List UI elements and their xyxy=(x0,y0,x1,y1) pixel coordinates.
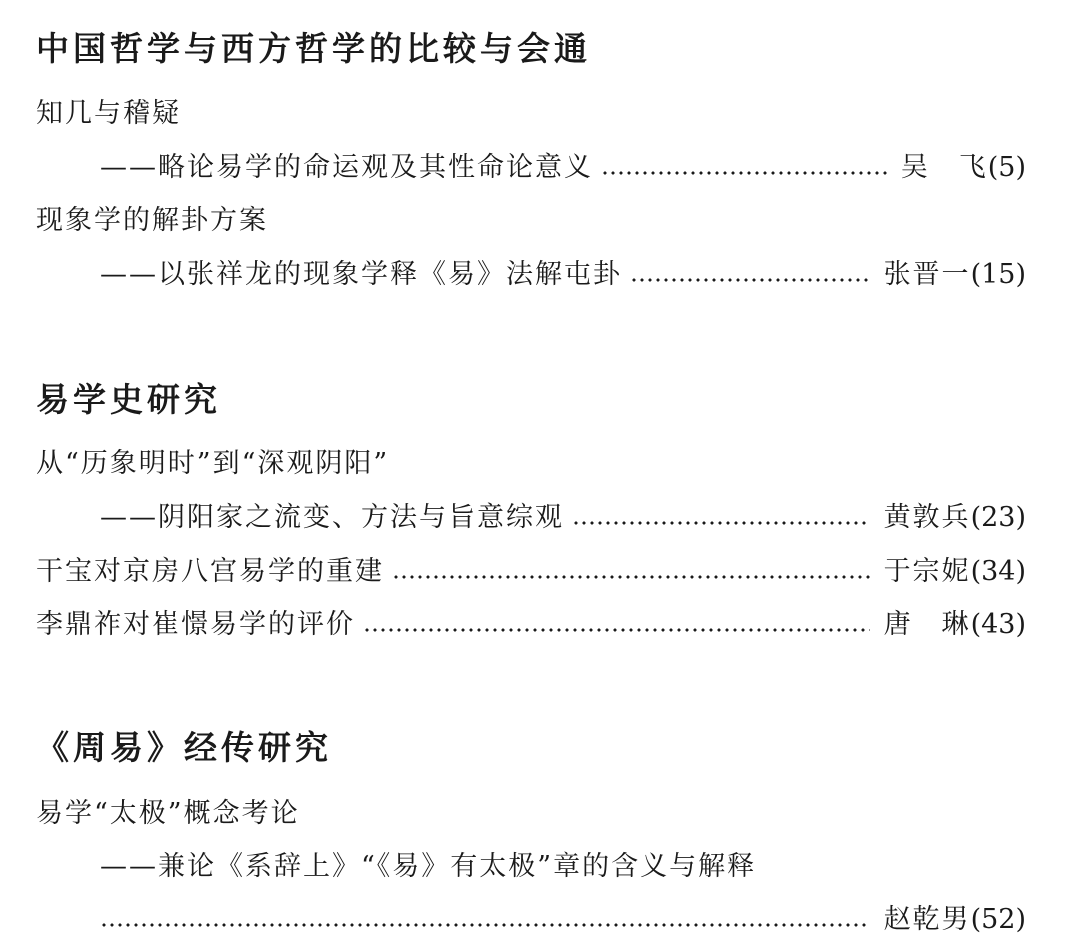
entry-author: 唐 琳 xyxy=(883,609,971,640)
entry-page-number: (34) xyxy=(970,556,1026,587)
entry-page-number: (15) xyxy=(970,259,1026,290)
section-title: 中国哲学与西方哲学的比较与会通 xyxy=(36,29,591,68)
dot-leader xyxy=(572,521,870,525)
dot-leader xyxy=(392,575,870,579)
entry-title: 李鼎祚对崔憬易学的评价 xyxy=(36,609,355,640)
dot-leader xyxy=(630,278,870,282)
section-title: 《周易》经传研究 xyxy=(36,728,332,767)
toc-entry-line[interactable] xyxy=(36,555,1026,589)
entry-title: 干宝对京房八宫易学的重建 xyxy=(36,556,384,587)
entry-page-number: (5) xyxy=(987,152,1026,183)
toc-entry-line[interactable] xyxy=(36,608,1026,642)
entry-author: 于宗妮 xyxy=(883,556,971,587)
entry-subtitle: ——略论易学的命运观及其性命论意义 xyxy=(100,152,593,183)
entry-page-number: (43) xyxy=(970,609,1026,640)
dot-leader xyxy=(363,628,870,632)
toc-entry-subtitle-line xyxy=(100,850,1026,884)
entry-page-number: (52) xyxy=(970,904,1026,935)
dot-leader xyxy=(601,171,887,175)
toc-entry-title xyxy=(36,797,1026,831)
dot-leader xyxy=(100,923,870,927)
toc-entry-title xyxy=(36,97,1026,131)
section-title: 易学史研究 xyxy=(36,380,221,419)
entry-title: 现象学的解卦方案 xyxy=(36,205,268,236)
entry-author: 赵乾男 xyxy=(883,904,971,935)
entry-subtitle: ——以张祥龙的现象学释《易》法解屯卦 xyxy=(100,259,622,290)
toc-entry-line[interactable] xyxy=(100,501,1026,535)
entry-title: 易学“太极”概念考论 xyxy=(36,798,300,829)
toc-entry-line[interactable] xyxy=(100,151,1026,185)
entry-subtitle: ——兼论《系辞上》“《易》有太极”章的含义与解释 xyxy=(100,851,757,882)
entry-subtitle: ——阴阳家之流变、方法与旨意综观 xyxy=(100,502,564,533)
toc-entry-line[interactable] xyxy=(100,258,1026,292)
entry-author: 黄敦兵 xyxy=(883,502,971,533)
entry-author: 张晋一 xyxy=(883,259,971,290)
entry-author: 吴 飞 xyxy=(900,152,988,183)
entry-page-number: (23) xyxy=(970,502,1026,533)
toc-entry-title xyxy=(36,204,1026,238)
toc-entry-title xyxy=(36,447,1026,481)
entry-title: 从“历象明时”到“深观阴阳” xyxy=(36,448,390,479)
toc-entry-line[interactable] xyxy=(100,903,1026,937)
entry-title: 知几与稽疑 xyxy=(36,98,181,129)
